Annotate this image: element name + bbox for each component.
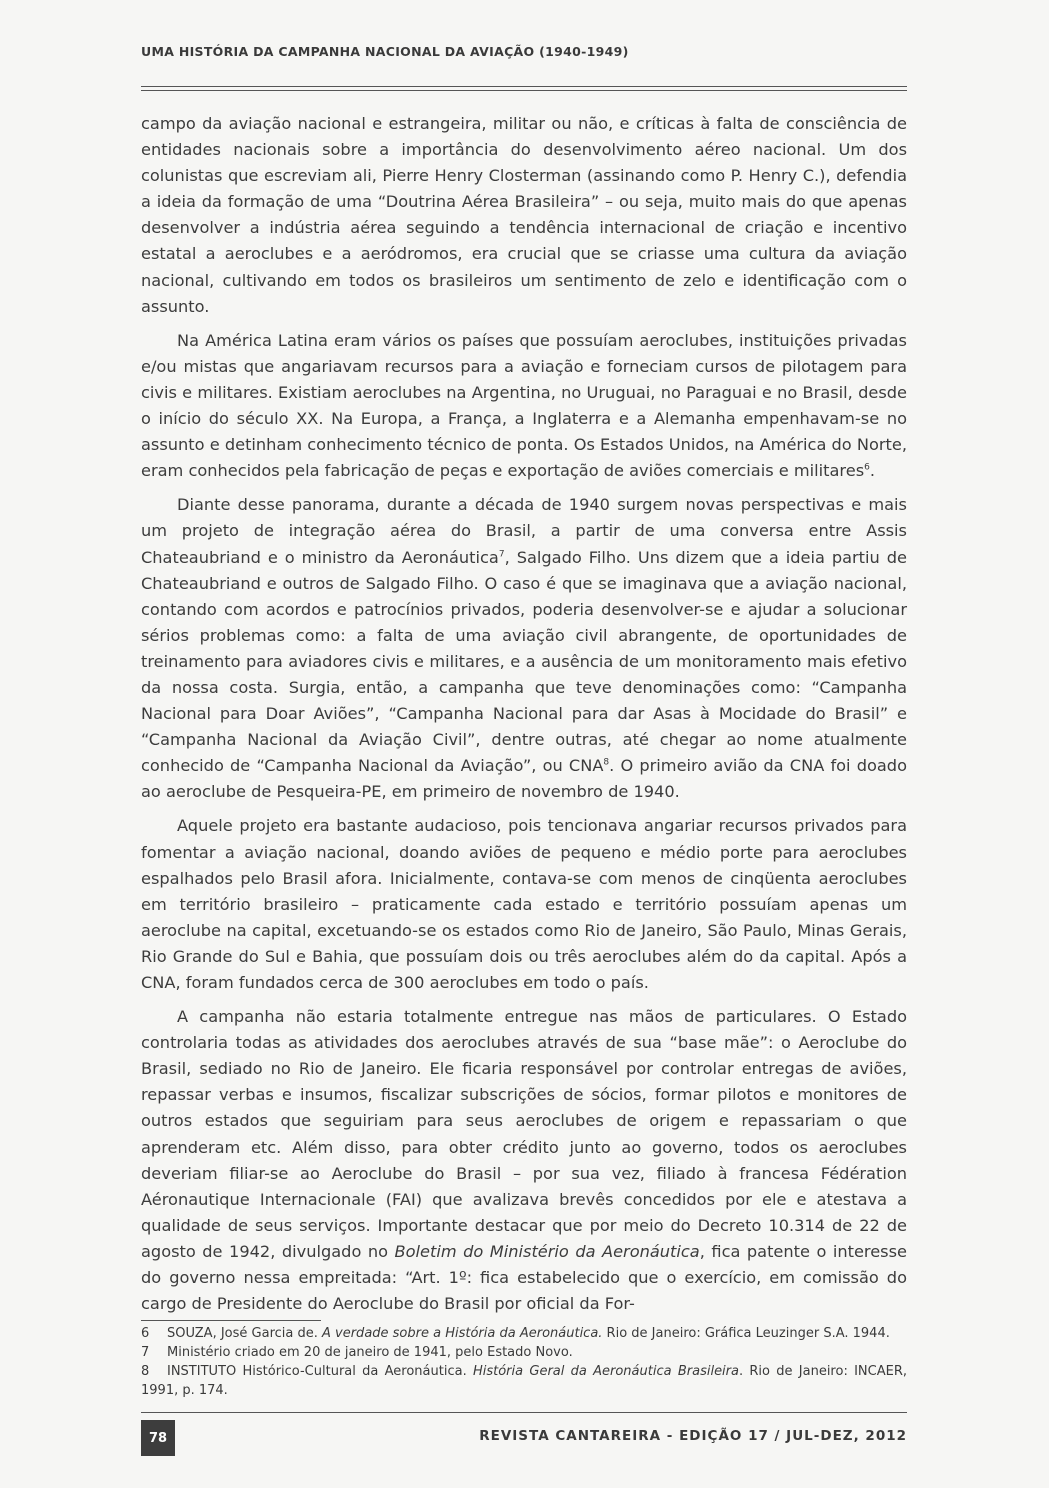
footnote-8-text-b: . Rio de Janeiro: INCAER, 1991, p. 174.	[141, 1364, 907, 1398]
publication-title: Boletim do Ministério da Aeronáutica	[394, 1241, 700, 1261]
footnote-6	[141, 1324, 907, 1343]
footnote-6-number: 6	[141, 1326, 150, 1341]
paragraph-3	[141, 492, 907, 805]
footnote-7	[141, 1343, 907, 1362]
paragraph-2-end: .	[869, 461, 876, 481]
header-rule-bottom	[141, 90, 907, 91]
footnote-separator	[141, 1320, 321, 1321]
footnote-7-number: 7	[141, 1345, 150, 1360]
footnote-8-title: História Geral da Aeronáutica Brasileira	[472, 1364, 739, 1379]
footnote-ref-6[interactable]: 6	[864, 462, 870, 473]
paragraph-2-text: Na América Latina eram vários os países que possuíam aeroclubes, instituições privadas e/ou mistas que angariavam recursos para a aviação e forneciam cursos de pilotagem para civis e militares. Existiam aeroclubes na Argentina, no Uruguai, no Paraguai e no Brasil, desde o início do século XX. Na Europa, a França, a Inglaterra e a Alemanha empenhavam-se no assunto e detinham conhecimento técnico de ponta. Os Estados Unidos, na América do Norte, eram conhecidos pela fabricação de peças e exportação de aviões comerciais e militares	[141, 330, 907, 481]
footnote-ref-7[interactable]: 7	[498, 549, 505, 560]
paragraph-3-text-c: . O primeiro avião da CNA foi doado ao aeroclube de Pesqueira-PE, em primeiro de novembro de 1940.	[141, 756, 907, 802]
footnote-6-title: A verdade sobre a História da Aeronáutica.	[322, 1326, 603, 1341]
paragraph-4-text: Aquele projeto era bastante audacioso, pois tencionava angariar recursos privados para fomentar a aviação nacional, doando aviões de pequeno e médio porte para aeroclubes espalhados pelo Brasil afora. Inicialmente, contava-se com menos de cinqüenta aeroclubes em território brasileiro – praticamente cada estado e território possuíam apenas um aeroclube na capital, excetuando-se os estados como Rio de Janeiro, São Paulo, Minas Gerais, Rio Grande do Sul e Bahia, que possuíam dois ou três aeroclubes além do da capital. Após a CNA, foram fundados cerca de 300 aeroclubes em todo o país.	[141, 816, 907, 992]
page-number: 78	[141, 1420, 175, 1456]
paragraph-1-text: campo da aviação nacional e estrangeira, militar ou não, e críticas à falta de consciência de entidades nacionais sobre a importância do desenvolvimento aéreo nacional. Um dos colunistas que escreviam ali, Pierre Henry Closterman (assinando como P. Henry C.), defendia a ideia da formação de uma “Doutrina Aérea Brasileira” – ou seja, muito mais do que apenas desenvolver a indústria aérea seguindo a tendência internacional de criação e incentivo estatal a aeroclubes e a aeródromos, era crucial que se criasse uma cultura da aviação nacional, cultivando em todos os brasileiros um sentimento de zelo e identificação com o assunto.	[141, 114, 907, 316]
footer-journal-title: REVISTA CANTAREIRA - EDIÇÃO 17 / JUL-DEZ, 2012	[479, 1428, 907, 1444]
footnote-6-text-a: SOUZA, José Garcia de.	[167, 1326, 322, 1341]
paragraph-3-text-a: Diante desse panorama, durante a década de 1940 surgem novas perspectivas e mais um projeto de integração aérea do Brasil, a partir de uma conversa entre Assis Chateaubriand e o ministro da Aeronáutica	[141, 495, 907, 567]
paragraph-5	[141, 1004, 907, 1317]
paragraph-5-text-a: A campanha não estaria totalmente entregue nas mãos de particulares. O Estado controlaria todas as atividades dos aeroclubes através de sua “base mãe”: o Aeroclube do Brasil, sediado no Rio de Janeiro. Ele ficaria responsável por controlar entregas de aviões, repassar verbas e insumos, fiscalizar subscrições de sócios, formar pilotos e monitores de outros estados que seguiriam para seus aeroclubes de origem e repassariam o que aprenderam etc. Além disso, para obter crédito junto ao governo, todos os aeroclubes deveriam filiar-se ao Aeroclube do Brasil – por sua vez, filiado à francesa Fédération Aéronautique Internacionale (FAI) que avalizava brevês concedidos por ele e atestava a qualidade de seus serviços. Importante destacar que por meio do Decreto 10.314 de 22 de agosto de 1942, divulgado no	[141, 1007, 907, 1261]
footnotes	[141, 1324, 907, 1400]
paragraph-3-text-b: , Salgado Filho. Uns dizem que a ideia partiu de Chateaubriand e outros de Salgado Filho. O caso é que se imaginava que a aviação nacional, contando com acordos e patrocínios privados, poderia desenvolver-se e ajudar a solucionar sérios problemas como: a falta de uma aviação civil abrangente, de oportunidades de treinamento para aviadores civis e militares, e a ausência de um monitoramento mais efetivo da nossa costa. Surgia, então, a campanha que teve denominações como: “Campanha Nacional para Doar Aviões”, “Campanha Nacional para dar Asas à Mocidade do Brasil” e “Campanha Nacional da Aviação Civil”, dentre outras, até chegar ao nome atualmente conhecido de “Campanha Nacional da Aviação”, ou CNA	[141, 547, 907, 776]
article-body	[141, 111, 907, 1325]
paragraph-2	[141, 328, 907, 485]
footnote-ref-8[interactable]: 8	[603, 757, 610, 768]
footnote-8	[141, 1362, 907, 1400]
running-title: UMA HISTÓRIA DA CAMPANHA NACIONAL DA AVIAÇÃO (1940-1949)	[141, 44, 629, 59]
paragraph-5-text-b: , fica patente o interesse do governo nessa empreitada: “Art. 1º: fica estabelecido que o exercício, em comissão do cargo de Presidente do Aeroclube do Brasil por oficial da For-	[141, 1241, 908, 1314]
header-rule-top	[141, 86, 907, 87]
footnote-7-text: Ministério criado em 20 de janeiro de 1941, pelo Estado Novo.	[167, 1345, 573, 1360]
footer-rule	[141, 1412, 907, 1413]
footnote-8-number: 8	[141, 1364, 150, 1379]
paragraph-4	[141, 813, 907, 996]
footnote-6-text-b: Rio de Janeiro: Gráfica Leuzinger S.A. 1944.	[602, 1326, 890, 1341]
paragraph-1	[141, 111, 907, 320]
footnote-8-text-a: INSTITUTO Histórico-Cultural da Aeronáutica.	[167, 1364, 473, 1379]
